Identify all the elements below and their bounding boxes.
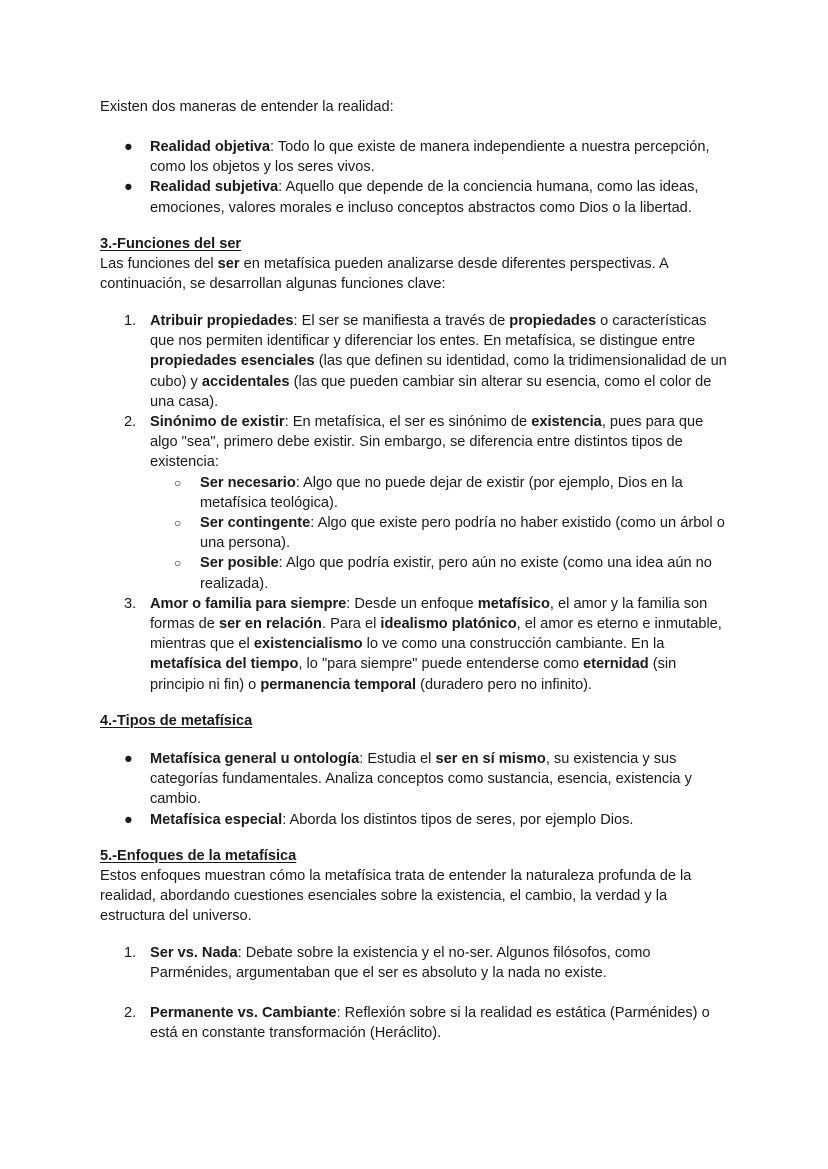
list-item: ○ Ser necesario: Algo que no puede dejar de existir (por ejemplo, Dios en la metafísica teológica).: [174, 474, 683, 511]
section-5-intro: Estos enfoques muestran cómo la metafísica trata de entender la naturaleza profunda de la realidad, abordando cuestiones esenciales sobre la existencia, el cambio, la verdad y la estructura del universo.: [100, 868, 692, 925]
enfoques-list-2: [100, 1003, 730, 1043]
list-item: ● Realidad objetiva: Todo lo que existe de manera independiente a nuestra percepción, como los objetos y los seres vivos.: [124, 139, 710, 176]
bullet-icon: ●: [124, 811, 133, 828]
list-item: ○ Ser posible: Algo que podría existir, pero aún no existe (como una idea aún no realizada).: [174, 555, 712, 592]
funciones-list: [100, 311, 730, 695]
list-item: ○ Ser contingente: Algo que existe pero podría no haber existido (como un árbol o una persona).: [174, 515, 725, 552]
section-4-heading: 4.-Tipos de metafísica: [100, 713, 253, 729]
list-item: ● Metafísica especial: Aborda los distintos tipos de seres, por ejemplo Dios.: [100, 810, 725, 830]
list-item: 2. Sinónimo de existir: En metafísica, el ser es sinónimo de existencia, pues para que algo "sea", primero debe existir. Sin embargo, se diferencia entre distintos tipos de existencia: ○ Ser necesario: Algo que no puede dejar de existir (por ejemplo, Dios en la metafísica teológica). ○ Ser contingente: Algo que existe pero podría no haber existido (como un árbol o una persona). ○ Ser posible: Algo que podría existir, pero aún no existe (como una idea aún no realizada).: [100, 412, 730, 594]
circle-bullet-icon: ○: [174, 475, 182, 490]
existencia-sublist: [150, 473, 730, 594]
section-3-heading: 3.-Funciones del ser: [100, 236, 242, 252]
list-item: 2. Permanente vs. Cambiante: Reflexión sobre si la realidad es estática (Parménides) o está en constante transformación (Heráclito).: [124, 1005, 710, 1042]
list-item: ● Metafísica general u ontología: Estudia el ser en sí mismo, su existencia y sus categorías fundamentales. Analiza conceptos como sustancia, esencia, existencia y cambio.: [124, 751, 692, 808]
circle-bullet-icon: ○: [174, 516, 182, 531]
section-3-intro: Las funciones del ser en metafísica pueden analizarse desde diferentes perspectivas. A continuación, se desarrollan algunas funciones clave:: [100, 256, 668, 293]
bullet-icon: ●: [124, 751, 133, 767]
bullet-icon: ●: [124, 179, 133, 196]
enfoques-list: [100, 943, 730, 983]
list-item: 1. Atribuir propiedades: El ser se manifiesta a través de propiedades o características que nos permiten identificar y diferenciar los entes. En metafísica, se distingue entre propiedades esenciales (las que definen su identidad, como la tridimensionalidad de un cubo) y accidentales (las que pueden cambiar sin alterar su esencia, como el color de una casa).: [124, 313, 727, 410]
section-5-heading: 5.-Enfoques de la metafísica: [100, 848, 297, 864]
realidad-list: [100, 137, 740, 218]
list-item: 3. Amor o familia para siempre: Desde un enfoque metafísico, el amor y la familia son formas de ser en relación. Para el idealismo platónico, el amor es eterno e inmutable, mientras que el existencialismo lo ve como una construcción cambiante. En la metafísica del tiempo, lo "para siempre" puede entenderse como eternidad (sin principio ni fin) o permanencia temporal (duradero pero no infinito).: [124, 595, 722, 693]
tipos-list: [100, 749, 725, 830]
bullet-icon: ●: [124, 139, 133, 155]
intro-paragraph: Existen dos maneras de entender la realidad:: [100, 99, 394, 115]
circle-bullet-icon: ○: [174, 556, 182, 571]
list-item: 1. Ser vs. Nada: Debate sobre la existencia y el no-ser. Algunos filósofos, como Parménides, argumentaban que el ser es absoluto y la nada no existe.: [124, 945, 651, 982]
list-item: ● Realidad subjetiva: Aquello que depende de la conciencia humana, como las ideas, emociones, valores morales e incluso conceptos abstractos como Dios o la libertad.: [124, 179, 699, 216]
